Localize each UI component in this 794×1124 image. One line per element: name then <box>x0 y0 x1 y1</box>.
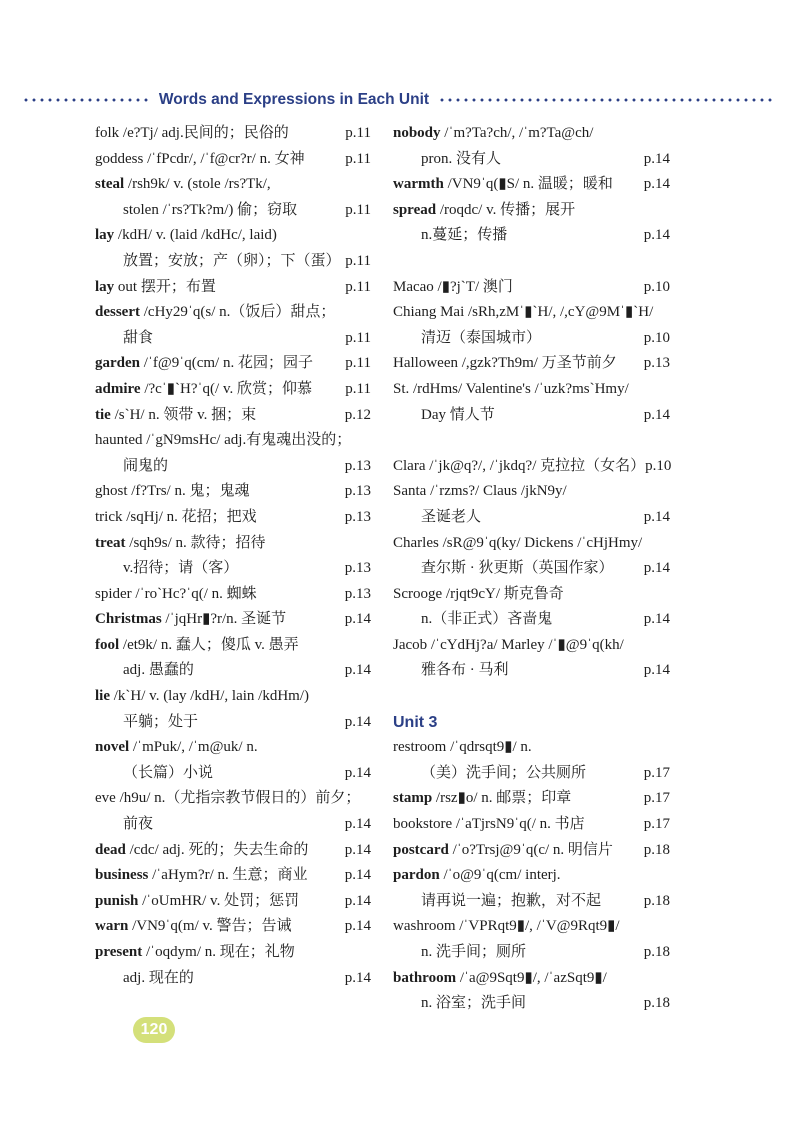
page-reference: p.14 <box>643 150 670 167</box>
entry-line <box>393 505 670 531</box>
page-reference: p.14 <box>344 892 371 909</box>
entry-text: admire /?cˈ▮ˋH?ˈq(/ v. 欣赏；仰慕 <box>95 380 312 397</box>
vocab-entry <box>95 428 371 479</box>
headword: punish <box>95 892 139 909</box>
entry-text: treat /sqh9s/ n. 款待；招待 <box>95 534 266 551</box>
page-reference: p.17 <box>643 790 670 807</box>
headword: admire <box>95 380 141 397</box>
entry-line <box>393 966 670 992</box>
entry-text: n.（非正式）吝啬鬼 <box>421 611 553 628</box>
page-reference: p.14 <box>643 611 670 628</box>
entry-text: St. /rdHms/ Valentine's /ˈuzk?ms`Hmy/ <box>393 380 629 397</box>
entry-line <box>393 889 670 915</box>
vocab-entry <box>95 863 371 889</box>
entry-line <box>393 198 670 224</box>
entry-line <box>95 351 371 377</box>
entry-line <box>393 223 670 249</box>
entry-text: warn /VN9ˈq(m/ v. 警告；告诫 <box>95 918 292 935</box>
entry-line <box>95 812 371 838</box>
vocab-entry <box>95 531 371 582</box>
vocab-entry <box>95 607 371 633</box>
entry-line <box>393 838 670 864</box>
headword: steal <box>95 176 125 193</box>
entry-text: （长篇）小说 <box>123 764 214 781</box>
entry-text: pron. 没有人 <box>421 150 501 167</box>
page-number-badge: 120 <box>133 1017 175 1043</box>
vocab-entry <box>393 479 670 530</box>
vocab-entry <box>393 582 670 633</box>
entry-text: stamp /rsz▮o/ n. 邮票；印章 <box>393 790 572 807</box>
page-reference: p.11 <box>345 252 371 269</box>
entry-line <box>95 531 371 557</box>
entry-text: goddess /ˈfPcdr/, /ˈf@cr?r/ n. 女神 <box>95 150 305 167</box>
page-reference: p.18 <box>643 841 670 858</box>
vocab-entry <box>393 531 670 582</box>
vocab-entry <box>95 121 371 147</box>
entry-text: folk /e?Tj/ adj.民间的；民俗的 <box>95 125 289 141</box>
entry-line <box>393 326 670 352</box>
page-reference: p.14 <box>643 662 670 679</box>
vocab-entry <box>393 966 670 1017</box>
vocab-entry <box>95 940 371 991</box>
entry-text: trick /sqHj/ n. 花招；把戏 <box>95 508 257 525</box>
entry-text: （美）洗手间；公共厕所 <box>421 764 587 781</box>
entry-line <box>95 761 371 787</box>
entry-text: punish /ˈoUmHR/ v. 处罚；惩罚 <box>95 892 300 909</box>
entry-text: dead /cdc/ adj. 死的；失去生命的 <box>95 841 309 858</box>
entry-line <box>95 914 371 940</box>
entry-line <box>95 275 371 301</box>
entry-line <box>393 812 670 838</box>
vocab-entry <box>95 838 371 864</box>
entry-line <box>393 761 670 787</box>
entry-text: ghost /f?Trs/ n. 鬼；鬼魂 <box>95 483 250 500</box>
page-reference: p.13 <box>643 355 670 372</box>
entry-line <box>393 377 670 403</box>
vocab-entry <box>95 300 371 351</box>
entry-text: Jacob /ˈcYdHj?a/ Marley /ˈ▮@9ˈq(kh/ <box>393 636 624 653</box>
unit-heading: Unit 3 <box>393 713 438 731</box>
entry-line <box>95 889 371 915</box>
page-reference: p.11 <box>345 150 371 167</box>
vocab-entry <box>95 351 371 377</box>
entry-line <box>393 556 670 582</box>
entry-text: steal /rsh9k/ v. (stole /rs?Tk/, <box>95 176 271 193</box>
headword: stamp <box>393 790 433 807</box>
entry-text: novel /ˈmPuk/, /ˈm@uk/ n. <box>95 739 258 756</box>
entry-line <box>393 403 670 429</box>
entry-line <box>95 249 371 275</box>
vocab-entry <box>393 198 670 249</box>
page-reference: p.13 <box>344 457 371 474</box>
entry-line <box>393 454 670 480</box>
entry-text: restroom /ˈqdrsqt9▮/ n. <box>393 739 532 756</box>
entry-line <box>95 403 371 429</box>
page-reference: p.17 <box>643 764 670 781</box>
entry-text: 甜食 <box>123 329 154 346</box>
vocab-entry <box>393 377 670 428</box>
page-reference: p.14 <box>643 227 670 244</box>
vocab-entry <box>393 121 670 172</box>
vocab-entry <box>95 377 371 403</box>
headword: bathroom <box>393 969 457 986</box>
entry-text: Day 情人节 <box>421 406 495 423</box>
entry-line <box>95 300 371 326</box>
vocab-entry <box>95 684 371 735</box>
entry-text: Clara /ˈjk@q?/, /ˈjkdq?/ 克拉拉（女名） <box>393 457 646 474</box>
entry-line <box>95 377 371 403</box>
page-reference: p.10 <box>643 278 670 295</box>
entry-text: lay /kdH/ v. (laid /kdHc/, laid) <box>95 227 277 244</box>
entry-text: 放置；安放；产（卵）；下（蛋） <box>123 252 341 269</box>
page-reference: p.11 <box>345 125 371 141</box>
headword: Christmas <box>95 611 162 628</box>
entry-line <box>95 172 371 198</box>
headword: lay <box>95 278 115 295</box>
page-reference: p.10 <box>645 457 672 474</box>
page-reference: p.11 <box>345 355 371 372</box>
entry-text: fool /et9k/ n. 蠢人；傻瓜 v. 愚弄 <box>95 636 299 653</box>
headword: lie <box>95 688 110 705</box>
entry-line <box>95 735 371 761</box>
entry-line <box>393 300 670 326</box>
entry-line <box>393 863 670 889</box>
entry-text: dessert /cHy29ˈq(s/ n.（饭后）甜点； <box>95 304 336 321</box>
entry-text: garden /ˈf@9ˈq(cm/ n. 花园；园子 <box>95 355 313 372</box>
header-title: Words and Expressions in Each Unit <box>158 91 430 108</box>
entry-line <box>393 607 670 633</box>
vocab-entry <box>393 914 670 965</box>
entry-line <box>95 121 371 147</box>
entry-text: Halloween /,gzk?Th9m/ 万圣节前夕 <box>393 355 617 372</box>
page-reference: p.11 <box>345 278 371 295</box>
headword: tie <box>95 406 111 423</box>
entry-line <box>393 940 670 966</box>
page-reference: p.14 <box>643 508 670 525</box>
entry-line <box>393 147 670 173</box>
vocab-entry <box>95 147 371 173</box>
headword: pardon <box>393 867 440 884</box>
entry-line <box>393 914 670 940</box>
entry-line <box>393 633 670 659</box>
entry-line <box>95 147 371 173</box>
entry-line <box>95 223 371 249</box>
entry-text: 前夜 <box>123 816 154 833</box>
entry-text: v.招待；请（客） <box>123 560 239 577</box>
headword: spread <box>393 201 437 218</box>
page-reference: p.14 <box>344 841 371 858</box>
entry-text: 清迈（泰国城市） <box>421 329 542 346</box>
page-reference: p.14 <box>344 662 371 679</box>
header-dots-right <box>438 98 774 102</box>
entry-text: lay out 摆开；布置 <box>95 278 216 295</box>
entry-line <box>95 607 371 633</box>
headword: novel <box>95 739 130 756</box>
entry-text: eve /h9u/ n.（尤指宗教节假日的）前夕； <box>95 790 361 807</box>
vocab-entry <box>393 812 670 838</box>
page-reference: p.14 <box>344 867 371 884</box>
entry-line <box>393 786 670 812</box>
headword: lay <box>95 227 115 244</box>
entry-line <box>393 479 670 505</box>
page-reference: p.18 <box>643 995 670 1012</box>
entry-line <box>95 479 371 505</box>
entry-text: bookstore /ˈaTjrsN9ˈq(/ n. 书店 <box>393 816 585 833</box>
entry-text: pardon /ˈo@9ˈq(cm/ interj. <box>393 867 561 884</box>
vocab-entry <box>95 786 371 837</box>
page-reference: p.14 <box>344 816 371 833</box>
entry-line <box>393 658 670 684</box>
vocab-entry <box>95 735 371 786</box>
entry-text: Scrooge /rjqt9cY/ 斯克鲁奇 <box>393 585 564 602</box>
entry-text: adj. 现在的 <box>123 969 194 986</box>
entry-text: 请再说一遍；抱歉，对不起 <box>421 892 602 909</box>
entry-text: Christmas /ˈjqHr▮?r/n. 圣诞节 <box>95 611 287 628</box>
vocab-entry <box>95 914 371 940</box>
entry-text: warmth /VN9ˈq(▮S/ n. 温暖；暖和 <box>393 176 613 193</box>
headword: present <box>95 944 143 960</box>
entry-line <box>393 172 670 198</box>
entry-text: 闹鬼的 <box>123 457 169 474</box>
vocab-entry <box>95 633 371 684</box>
entry-line <box>393 991 670 1017</box>
headword: business <box>95 867 149 884</box>
entry-text: present /ˈoqdym/ n. 现在；礼物 <box>95 944 295 960</box>
headword: warmth <box>393 176 444 193</box>
entry-text: tie /sˋH/ n. 领带 v. 捆；束 <box>95 406 257 423</box>
header-dots-left <box>22 98 148 102</box>
vocab-entry <box>393 633 670 684</box>
entry-line <box>95 582 371 608</box>
page-reference: p.14 <box>344 611 371 628</box>
entry-text: spider /ˈro`Hc?ˈq(/ n. 蜘蛛 <box>95 585 257 602</box>
vocab-entry <box>95 889 371 915</box>
page-reference: p.18 <box>643 944 670 960</box>
page-header <box>22 88 774 112</box>
entry-line <box>95 428 371 454</box>
entry-text: stolen /ˈrs?Tk?m/) 偷；窃取 <box>123 201 298 218</box>
headword: nobody <box>393 125 441 141</box>
vocab-entry <box>95 403 371 429</box>
page-reference: p.14 <box>344 713 371 730</box>
page-reference: p.10 <box>643 329 670 346</box>
left-column <box>95 121 371 991</box>
entry-text: Chiang Mai /sRh,zMˈ▮ˋH/, /,cY@9Mˈ▮ˋH/ <box>393 304 654 321</box>
vocab-entry <box>393 300 670 351</box>
entry-text: spread /roqdc/ v. 传播；展开 <box>393 201 576 218</box>
entry-text: nobody /ˈm?Ta?ch/, /ˈm?Ta@ch/ <box>393 125 594 141</box>
vocab-entry <box>95 275 371 301</box>
entry-text: n. 洗手间；厕所 <box>421 944 527 960</box>
entry-text: business /ˈaHym?r/ n. 生意；商业 <box>95 867 308 884</box>
page-reference: p.12 <box>344 406 371 423</box>
vocab-entry <box>393 172 670 198</box>
page-reference: p.14 <box>344 918 371 935</box>
entry-text: 圣诞老人 <box>421 508 482 525</box>
entry-text: n. 浴室；洗手间 <box>421 995 527 1012</box>
entry-text: n.蔓延；传播 <box>421 227 508 244</box>
page-reference: p.13 <box>344 585 371 602</box>
entry-line <box>95 863 371 889</box>
entry-text: Macao /▮?jˋT/ 澳门 <box>393 278 513 295</box>
entry-line <box>393 275 670 301</box>
page-reference: p.14 <box>344 969 371 986</box>
page-reference: p.14 <box>344 764 371 781</box>
vocab-entry <box>393 735 670 786</box>
entry-text: 查尔斯 · 狄更斯（英国作家） <box>421 560 614 577</box>
vocab-entry <box>95 505 371 531</box>
headword: garden <box>95 355 140 372</box>
vocab-entry <box>95 582 371 608</box>
entry-line <box>95 838 371 864</box>
entry-line <box>95 684 371 710</box>
page-reference: p.13 <box>344 508 371 525</box>
entry-text: haunted /ˈgN9msHc/ adj.有鬼魂出没的； <box>95 432 352 449</box>
page-reference: p.11 <box>345 380 371 397</box>
entry-line <box>95 940 371 966</box>
entry-line <box>393 531 670 557</box>
entry-line <box>393 351 670 377</box>
page-reference: p.14 <box>643 560 670 577</box>
entry-line <box>393 121 670 147</box>
entry-line <box>95 198 371 224</box>
entry-text: 平躺；处于 <box>123 713 199 730</box>
entry-text: washroom /ˈVPRqt9▮/, /ˈV@9Rqt9▮/ <box>393 918 620 935</box>
entry-line <box>95 710 371 736</box>
entry-text: lie /kˋH/ v. (lay /kdH/, lain /kdHm/) <box>95 688 309 705</box>
vocab-entry <box>95 223 371 274</box>
vocab-entry <box>393 275 670 301</box>
entry-line <box>95 454 371 480</box>
headword: treat <box>95 534 126 551</box>
page-reference: p.18 <box>643 892 670 909</box>
entry-text: postcard /ˈo?Trsj@9ˈq(c/ n. 明信片 <box>393 841 613 858</box>
headword: postcard <box>393 841 449 858</box>
entry-line <box>95 633 371 659</box>
entry-text: Charles /sR@9ˈq(ky/ Dickens /ˈcHjHmy/ <box>393 534 643 551</box>
entry-line <box>95 658 371 684</box>
vocab-entry <box>393 454 670 480</box>
headword: warn <box>95 918 129 935</box>
headword: fool <box>95 636 120 653</box>
headword: dessert <box>95 304 140 321</box>
page-reference: p.13 <box>344 560 371 577</box>
headword: dead <box>95 841 126 858</box>
entry-line <box>95 786 371 812</box>
vocab-entry <box>393 351 670 377</box>
vocab-entry <box>95 172 371 223</box>
vocab-entry <box>393 838 670 864</box>
vocab-entry <box>393 863 670 914</box>
page-reference: p.11 <box>345 329 371 346</box>
entry-text: bathroom /ˈa@9Sqt9▮/, /ˈazSqt9▮/ <box>393 969 607 986</box>
vocab-entry <box>95 479 371 505</box>
entry-text: adj. 愚蠢的 <box>123 662 194 679</box>
section-gap <box>393 249 670 275</box>
entry-text: Santa /ˈrzms?/ Claus /jkN9y/ <box>393 483 567 500</box>
entry-line <box>95 556 371 582</box>
entry-line <box>95 326 371 352</box>
right-column <box>393 121 670 1017</box>
entry-line <box>95 966 371 992</box>
entry-line <box>393 735 670 761</box>
section-gap <box>393 684 670 710</box>
page-reference: p.14 <box>643 406 670 423</box>
entry-line <box>393 582 670 608</box>
entry-text: 雅各布 · 马利 <box>421 662 509 679</box>
page-reference: p.11 <box>345 201 371 218</box>
page-reference: p.13 <box>344 483 371 500</box>
section-gap <box>393 428 670 454</box>
entry-line <box>95 505 371 531</box>
vocab-entry <box>393 786 670 812</box>
page-reference: p.14 <box>643 176 670 193</box>
page-reference: p.17 <box>643 816 670 833</box>
